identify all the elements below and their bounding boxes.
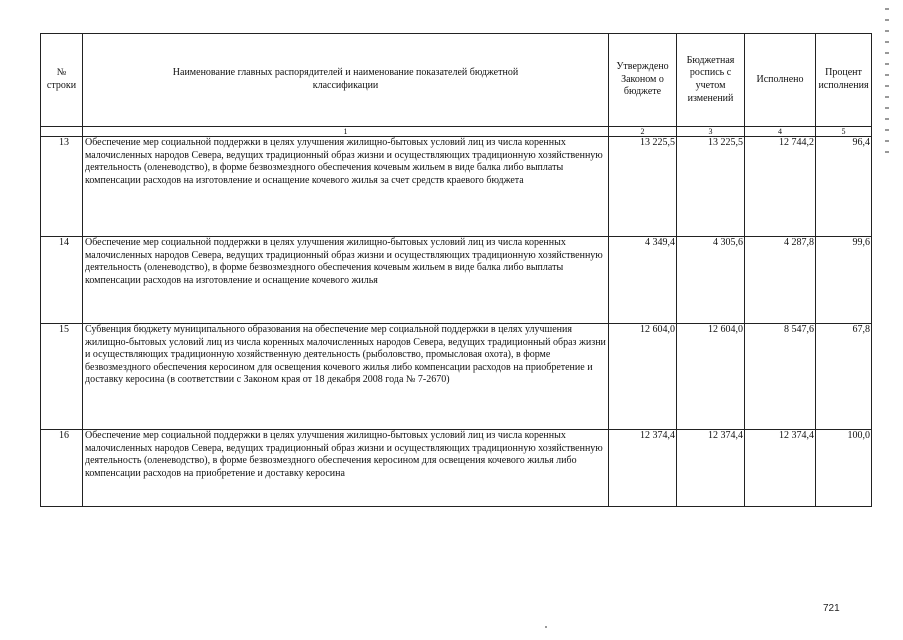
row-approved: 13 225,5 bbox=[609, 137, 677, 237]
index-cell-blank bbox=[41, 127, 83, 137]
row-number: 15 bbox=[41, 324, 83, 430]
row-percent: 67,8 bbox=[816, 324, 872, 430]
row-percent: 99,6 bbox=[816, 237, 872, 324]
row-percent: 100,0 bbox=[816, 430, 872, 507]
col-header-executed: Исполнено bbox=[745, 34, 816, 127]
row-description: Обеспечение мер социальной поддержки в целях улучшения жилищно-бытовых условий лиц из числа коренных малочисленных народов Севера, ведущих традиционный образ жизни и осуществляющих традиционную хозяйственную деятельность (оленеводство), в форме безвозмездного обеспечения кочевым жильем в виде балка либо выплаты компенсации расходов на изготовление и оснащение кочевого жилья bbox=[83, 237, 609, 324]
row-number: 16 bbox=[41, 430, 83, 507]
row-approved: 12 604,0 bbox=[609, 324, 677, 430]
col-header-percent: Процент исполнения bbox=[816, 34, 872, 127]
col-header-approved: Утверждено Законом о бюджете bbox=[609, 34, 677, 127]
table-row bbox=[41, 430, 872, 507]
row-budget: 4 305,6 bbox=[677, 237, 745, 324]
row-executed: 12 744,2 bbox=[745, 137, 816, 237]
col-header-budget: Бюджетная роспись с учетом изменений bbox=[677, 34, 745, 127]
table-row bbox=[41, 137, 872, 237]
col-header-name: Наименование главных распорядителей и наименование показателей бюджетной классификации bbox=[83, 34, 609, 127]
row-approved: 4 349,4 bbox=[609, 237, 677, 324]
row-budget: 13 225,5 bbox=[677, 137, 745, 237]
row-description: Обеспечение мер социальной поддержки в целях улучшения жилищно-бытовых условий лиц из числа коренных малочисленных народов Севера, ведущих традиционный образ жизни и осуществляющих традиционную хозяйственную деятельность (оленеводство), в форме безвозмездного обеспечения кочевым жильем в виде балка либо выплаты компенсации расходов на изготовление и оснащение кочевого жилья за счет средств краевого бюджета bbox=[83, 137, 609, 237]
col-header-num: № строки bbox=[41, 34, 83, 127]
index-cell: 4 bbox=[745, 127, 816, 137]
row-percent: 96,4 bbox=[816, 137, 872, 237]
index-cell: 3 bbox=[677, 127, 745, 137]
scan-edge-marks bbox=[885, 8, 889, 158]
table-header-row bbox=[41, 34, 872, 127]
row-executed: 4 287,8 bbox=[745, 237, 816, 324]
row-description: Субвенция бюджету муниципального образования на обеспечение мер социальной поддержки в целях улучшения жилищно-бытовых условий лиц из числа коренных малочисленных народов Севера, ведущих традиционный образ жизни и осуществляющих традиционную хозяйственную деятельность (рыболовство, промысловая охота), в форме безвозмездного обеспечения керосином для освещения кочевого жилья либо компенсации расходов на приобретение и доставку керосина (в соответствии с Законом края от 18 декабря 2008 года № 7-2670) bbox=[83, 324, 609, 430]
row-executed: 12 374,4 bbox=[745, 430, 816, 507]
row-budget: 12 604,0 bbox=[677, 324, 745, 430]
row-executed: 8 547,6 bbox=[745, 324, 816, 430]
index-cell: 2 bbox=[609, 127, 677, 137]
index-cell: 5 bbox=[816, 127, 872, 137]
page-number: 721 bbox=[823, 603, 840, 614]
row-budget: 12 374,4 bbox=[677, 430, 745, 507]
index-cell: 1 bbox=[83, 127, 609, 137]
table-row bbox=[41, 324, 872, 430]
row-description: Обеспечение мер социальной поддержки в целях улучшения жилищно-бытовых условий лиц из числа коренных малочисленных народов Севера, ведущих традиционный образ жизни и осуществляющих традиционную хозяйственную деятельность (оленеводство), в форме безвозмездного обеспечения керосином для освещения кочевого жилья либо компенсации расходов на приобретение и доставку керосина bbox=[83, 430, 609, 507]
column-index-row bbox=[41, 127, 872, 137]
table-row bbox=[41, 237, 872, 324]
row-approved: 12 374,4 bbox=[609, 430, 677, 507]
row-number: 14 bbox=[41, 237, 83, 324]
budget-table bbox=[40, 33, 872, 507]
scan-dot bbox=[545, 626, 547, 628]
row-number: 13 bbox=[41, 137, 83, 237]
